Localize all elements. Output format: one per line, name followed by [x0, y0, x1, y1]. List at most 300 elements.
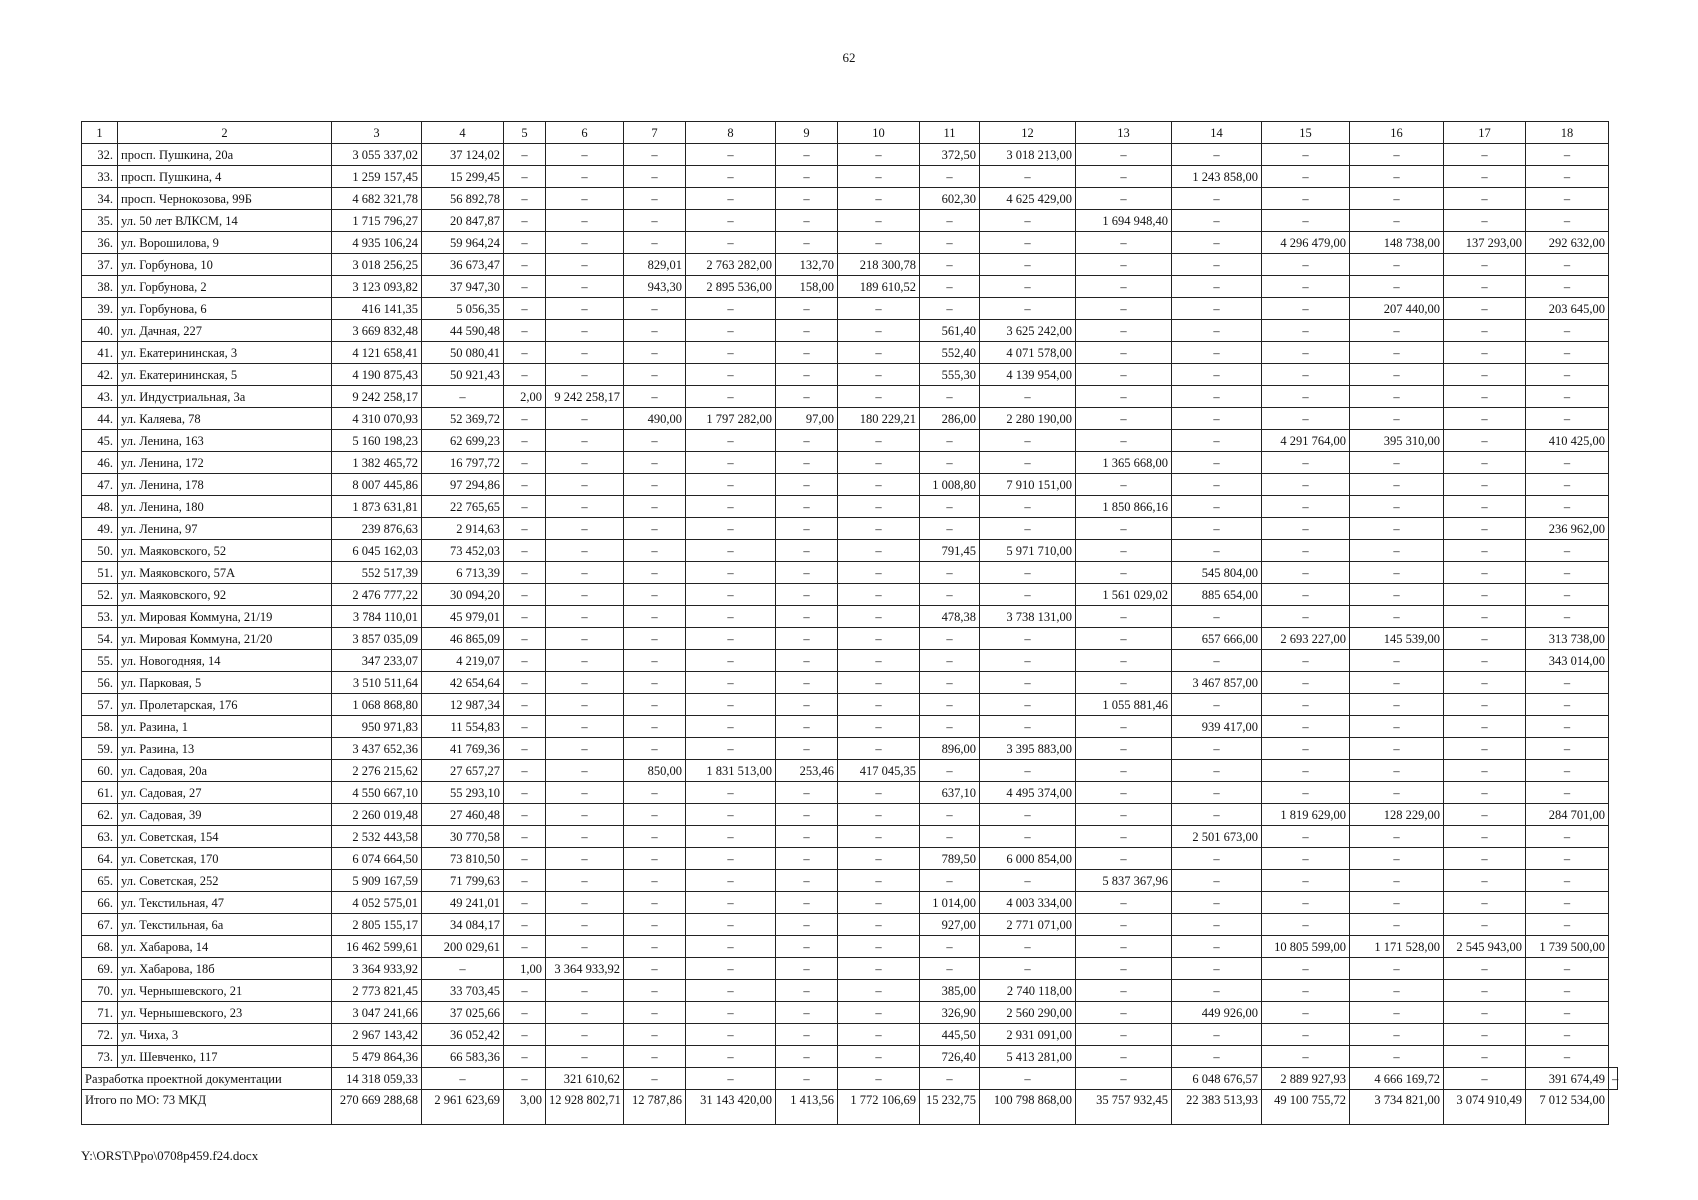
value-cell: –: [776, 584, 838, 606]
value-cell: 6 045 162,03: [332, 540, 422, 562]
value-cell: 2 276 215,62: [332, 760, 422, 782]
table-row: [82, 386, 1618, 408]
value-cell: –: [546, 760, 624, 782]
value-cell: –: [504, 1068, 546, 1090]
table-row: [82, 540, 1618, 562]
value-cell: 555,30: [920, 364, 980, 386]
row-number: 67.: [82, 914, 118, 936]
value-cell: –: [1350, 1046, 1444, 1068]
value-cell: –: [546, 188, 624, 210]
value-cell: –: [624, 738, 686, 760]
row-number: 41.: [82, 342, 118, 364]
value-cell: –: [422, 1068, 504, 1090]
value-cell: 45 979,01: [422, 606, 504, 628]
value-cell: 236 962,00: [1526, 518, 1609, 540]
value-cell: 445,50: [920, 1024, 980, 1046]
value-cell: –: [504, 188, 546, 210]
value-cell: 37 947,30: [422, 276, 504, 298]
value-cell: –: [686, 848, 776, 870]
table-row: [82, 342, 1618, 364]
row-number: 45.: [82, 430, 118, 452]
value-cell: –: [1350, 1024, 1444, 1046]
value-cell: 158,00: [776, 276, 838, 298]
value-cell: –: [920, 496, 980, 518]
address-cell: ул. Горбунова, 10: [118, 254, 332, 276]
value-cell: –: [624, 782, 686, 804]
value-cell: –: [504, 782, 546, 804]
row-number: 65.: [82, 870, 118, 892]
value-cell: 5 056,35: [422, 298, 504, 320]
value-cell: –: [1172, 936, 1262, 958]
value-cell: –: [1172, 276, 1262, 298]
table-row: [82, 914, 1618, 936]
page-number: 62: [842, 50, 856, 65]
row-number: 46.: [82, 452, 118, 474]
value-cell: –: [1444, 1068, 1526, 1090]
value-cell: –: [920, 826, 980, 848]
row-number: 68.: [82, 936, 118, 958]
value-cell: –: [1444, 452, 1526, 474]
value-cell: –: [1526, 254, 1609, 276]
value-cell: –: [1172, 298, 1262, 320]
value-cell: 3 625 242,00: [980, 320, 1076, 342]
value-cell: 372,50: [920, 144, 980, 166]
value-cell: 1 008,80: [920, 474, 980, 496]
value-cell: 44 590,48: [422, 320, 504, 342]
address-cell: ул. Шевченко, 117: [118, 1046, 332, 1068]
header-cell: 5: [504, 122, 546, 144]
value-cell: –: [1076, 980, 1172, 1002]
value-cell: 137 293,00: [1444, 232, 1526, 254]
value-cell: 37 025,66: [422, 1002, 504, 1024]
value-cell: –: [1076, 540, 1172, 562]
value-cell: –: [980, 584, 1076, 606]
value-cell: –: [838, 144, 920, 166]
value-cell: –: [1526, 188, 1609, 210]
value-cell: –: [776, 430, 838, 452]
address-cell: ул. Горбунова, 6: [118, 298, 332, 320]
value-cell: –: [624, 694, 686, 716]
table-row: [82, 298, 1618, 320]
value-cell: –: [1526, 1002, 1609, 1024]
value-cell: –: [546, 650, 624, 672]
value-cell: –: [1526, 980, 1609, 1002]
value-cell: –: [1444, 738, 1526, 760]
value-cell: –: [546, 694, 624, 716]
row-number: 59.: [82, 738, 118, 760]
table-row: [82, 584, 1618, 606]
row-number: 66.: [82, 892, 118, 914]
value-cell: –: [1076, 298, 1172, 320]
value-cell: –: [1526, 738, 1609, 760]
header-cell: 17: [1444, 122, 1526, 144]
value-cell: –: [546, 562, 624, 584]
value-cell: 1 694 948,40: [1076, 210, 1172, 232]
value-cell: –: [1172, 144, 1262, 166]
value-cell: –: [1444, 320, 1526, 342]
value-cell: 148 738,00: [1350, 232, 1444, 254]
value-cell: –: [1076, 1002, 1172, 1024]
address-cell: ул. Екатерининская, 5: [118, 364, 332, 386]
value-cell: 62 699,23: [422, 430, 504, 452]
value-cell: –: [546, 606, 624, 628]
value-cell: –: [920, 232, 980, 254]
value-cell: 218 300,78: [838, 254, 920, 276]
value-cell: 30 770,58: [422, 826, 504, 848]
table-row: [82, 980, 1618, 1002]
value-cell: 2 476 777,22: [332, 584, 422, 606]
value-cell: 1 068 868,80: [332, 694, 422, 716]
table-row: [82, 606, 1618, 628]
address-cell: ул. Екатерининская, 3: [118, 342, 332, 364]
value-cell: –: [838, 1002, 920, 1024]
value-cell: –: [546, 1024, 624, 1046]
value-cell: –: [776, 804, 838, 826]
value-cell: –: [980, 518, 1076, 540]
header-cell: 16: [1350, 122, 1444, 144]
value-cell: –: [776, 1002, 838, 1024]
table-row: [82, 716, 1618, 738]
value-cell: –: [776, 452, 838, 474]
table-row: [82, 804, 1618, 826]
table-row: [82, 188, 1618, 210]
value-cell: –: [686, 166, 776, 188]
value-cell: –: [1350, 342, 1444, 364]
value-cell: –: [1076, 342, 1172, 364]
value-cell: 46 865,09: [422, 628, 504, 650]
row-number: 33.: [82, 166, 118, 188]
value-cell: –: [1262, 562, 1350, 584]
value-cell: –: [1262, 144, 1350, 166]
value-cell: –: [1076, 848, 1172, 870]
value-cell: –: [1444, 298, 1526, 320]
value-cell: –: [776, 650, 838, 672]
value-cell: –: [546, 144, 624, 166]
value-cell: –: [686, 650, 776, 672]
table-row: [82, 232, 1618, 254]
value-cell: –: [920, 430, 980, 452]
value-cell: –: [1444, 958, 1526, 980]
value-cell: –: [1444, 474, 1526, 496]
value-cell: –: [980, 1068, 1076, 1090]
value-cell: –: [1076, 672, 1172, 694]
header-row: [82, 122, 1618, 144]
value-cell: –: [504, 584, 546, 606]
value-cell: –: [1262, 452, 1350, 474]
value-cell: –: [546, 848, 624, 870]
value-cell: –: [1350, 210, 1444, 232]
value-cell: –: [1350, 892, 1444, 914]
table-row: [82, 1046, 1618, 1068]
table-row: [82, 1024, 1618, 1046]
value-cell: –: [838, 188, 920, 210]
value-cell: –: [546, 518, 624, 540]
header-cell: 8: [686, 122, 776, 144]
budget-table: [81, 121, 1618, 1125]
value-cell: –: [776, 144, 838, 166]
value-cell: –: [1350, 562, 1444, 584]
value-cell: 1 797 282,00: [686, 408, 776, 430]
value-cell: 1 171 528,00: [1350, 936, 1444, 958]
value-cell: –: [504, 826, 546, 848]
value-cell: –: [1262, 1024, 1350, 1046]
value-cell: 55 293,10: [422, 782, 504, 804]
value-cell: –: [1076, 892, 1172, 914]
value-cell: –: [1262, 958, 1350, 980]
value-cell: –: [1350, 496, 1444, 518]
value-cell: –: [624, 870, 686, 892]
table-row: [82, 694, 1618, 716]
row-number: 56.: [82, 672, 118, 694]
value-cell: 2 895 536,00: [686, 276, 776, 298]
value-cell: –: [1262, 584, 1350, 606]
value-cell: –: [1172, 804, 1262, 826]
value-cell: 2 914,63: [422, 518, 504, 540]
value-cell: –: [504, 430, 546, 452]
value-cell: –: [1350, 672, 1444, 694]
value-cell: –: [776, 1068, 838, 1090]
address-cell: ул. Каляева, 78: [118, 408, 332, 430]
value-cell: –: [624, 540, 686, 562]
header-cell: 15: [1262, 122, 1350, 144]
value-cell: –: [1172, 540, 1262, 562]
value-cell: –: [1262, 914, 1350, 936]
value-cell: –: [1172, 958, 1262, 980]
address-cell: просп. Пушкина, 4: [118, 166, 332, 188]
value-cell: –: [1350, 452, 1444, 474]
value-cell: –: [624, 496, 686, 518]
value-cell: –: [1526, 408, 1609, 430]
value-cell: –: [1262, 408, 1350, 430]
row-number: 36.: [82, 232, 118, 254]
value-cell: –: [1262, 320, 1350, 342]
value-cell: –: [686, 1068, 776, 1090]
value-cell: –: [1076, 760, 1172, 782]
value-cell: 50 921,43: [422, 364, 504, 386]
value-cell: –: [1526, 364, 1609, 386]
value-cell: 602,30: [920, 188, 980, 210]
table-row: [82, 496, 1618, 518]
value-cell: –: [776, 232, 838, 254]
table-row: [82, 870, 1618, 892]
value-cell: 4 219,07: [422, 650, 504, 672]
value-cell: –: [1262, 1046, 1350, 1068]
value-cell: –: [1262, 210, 1350, 232]
value-cell: –: [1350, 386, 1444, 408]
value-cell: –: [686, 320, 776, 342]
value-cell: –: [1262, 1002, 1350, 1024]
value-cell: –: [1526, 760, 1609, 782]
address-cell: ул. Чернышевского, 23: [118, 1002, 332, 1024]
header-cell: 2: [118, 122, 332, 144]
table-row: [82, 364, 1618, 386]
value-cell: 943,30: [624, 276, 686, 298]
value-cell: –: [624, 1046, 686, 1068]
value-cell: 33 703,45: [422, 980, 504, 1002]
value-cell: –: [686, 672, 776, 694]
row-number: 62.: [82, 804, 118, 826]
value-cell: 829,01: [624, 254, 686, 276]
value-cell: –: [504, 892, 546, 914]
value-cell: –: [624, 606, 686, 628]
value-cell: –: [838, 364, 920, 386]
value-cell: 726,40: [920, 1046, 980, 1068]
value-cell: 16 797,72: [422, 452, 504, 474]
value-cell: –: [504, 628, 546, 650]
value-cell: –: [838, 694, 920, 716]
row-number: 70.: [82, 980, 118, 1002]
value-cell: –: [1262, 474, 1350, 496]
row-number: 38.: [82, 276, 118, 298]
header-cell: 4: [422, 122, 504, 144]
value-cell: –: [838, 826, 920, 848]
value-cell: –: [838, 452, 920, 474]
value-cell: 2 532 443,58: [332, 826, 422, 848]
total-row: [82, 1090, 1618, 1125]
value-cell: –: [546, 980, 624, 1002]
value-cell: –: [1262, 980, 1350, 1002]
value-cell: 15 232,75: [920, 1090, 980, 1125]
value-cell: –: [624, 804, 686, 826]
value-cell: –: [838, 738, 920, 760]
value-cell: –: [1526, 166, 1609, 188]
value-cell: –: [1350, 1002, 1444, 1024]
value-cell: –: [1262, 298, 1350, 320]
value-cell: –: [776, 826, 838, 848]
value-cell: –: [776, 518, 838, 540]
address-cell: ул. Садовая, 20а: [118, 760, 332, 782]
value-cell: –: [980, 694, 1076, 716]
value-cell: –: [1172, 232, 1262, 254]
value-cell: –: [504, 298, 546, 320]
header-cell: 6: [546, 122, 624, 144]
table-row: [82, 650, 1618, 672]
value-cell: –: [1609, 1068, 1618, 1090]
value-cell: –: [1526, 848, 1609, 870]
value-cell: –: [1076, 430, 1172, 452]
value-cell: –: [1444, 518, 1526, 540]
value-cell: 552 517,39: [332, 562, 422, 584]
value-cell: –: [1444, 408, 1526, 430]
value-cell: 49 100 755,72: [1262, 1090, 1350, 1125]
address-cell: просп. Пушкина, 20а: [118, 144, 332, 166]
value-cell: 4 071 578,00: [980, 342, 1076, 364]
value-cell: –: [980, 430, 1076, 452]
value-cell: 2 931 091,00: [980, 1024, 1076, 1046]
address-cell: ул. Индустриальная, 3а: [118, 386, 332, 408]
value-cell: 3 734 821,00: [1350, 1090, 1444, 1125]
value-cell: –: [504, 1002, 546, 1024]
value-cell: –: [1262, 188, 1350, 210]
value-cell: 4 666 169,72: [1350, 1068, 1444, 1090]
value-cell: –: [1076, 1046, 1172, 1068]
value-cell: –: [1444, 562, 1526, 584]
value-cell: –: [1262, 826, 1350, 848]
value-cell: –: [776, 496, 838, 518]
value-cell: 11 554,83: [422, 716, 504, 738]
value-cell: –: [624, 672, 686, 694]
value-cell: 203 645,00: [1526, 298, 1609, 320]
value-cell: 343 014,00: [1526, 650, 1609, 672]
address-cell: ул. Пролетарская, 176: [118, 694, 332, 716]
value-cell: –: [624, 210, 686, 232]
value-cell: 5 909 167,59: [332, 870, 422, 892]
value-cell: –: [838, 540, 920, 562]
value-cell: 284 701,00: [1526, 804, 1609, 826]
value-cell: –: [1262, 386, 1350, 408]
value-cell: –: [1444, 276, 1526, 298]
value-cell: –: [504, 1046, 546, 1068]
value-cell: 637,10: [920, 782, 980, 804]
table-row: [82, 320, 1618, 342]
value-cell: –: [980, 826, 1076, 848]
value-cell: –: [546, 826, 624, 848]
value-cell: –: [624, 1068, 686, 1090]
row-number: 37.: [82, 254, 118, 276]
value-cell: 59 964,24: [422, 232, 504, 254]
value-cell: –: [1444, 254, 1526, 276]
value-cell: 395 310,00: [1350, 430, 1444, 452]
value-cell: –: [776, 606, 838, 628]
value-cell: –: [1172, 848, 1262, 870]
value-cell: –: [1444, 166, 1526, 188]
value-cell: 50 080,41: [422, 342, 504, 364]
value-cell: –: [686, 782, 776, 804]
value-cell: –: [776, 364, 838, 386]
value-cell: –: [838, 782, 920, 804]
value-cell: 410 425,00: [1526, 430, 1609, 452]
value-cell: –: [624, 1024, 686, 1046]
value-cell: –: [504, 804, 546, 826]
value-cell: –: [1350, 606, 1444, 628]
value-cell: 6 000 854,00: [980, 848, 1076, 870]
address-cell: ул. Советская, 252: [118, 870, 332, 892]
value-cell: –: [980, 232, 1076, 254]
table-row: [82, 166, 1618, 188]
value-cell: –: [624, 188, 686, 210]
table-row: [82, 760, 1618, 782]
value-cell: 4 625 429,00: [980, 188, 1076, 210]
value-cell: –: [546, 254, 624, 276]
value-cell: –: [920, 386, 980, 408]
value-cell: –: [980, 760, 1076, 782]
value-cell: –: [776, 672, 838, 694]
value-cell: –: [1172, 408, 1262, 430]
value-cell: –: [1172, 782, 1262, 804]
value-cell: –: [624, 364, 686, 386]
value-cell: –: [920, 650, 980, 672]
value-cell: –: [920, 254, 980, 276]
address-cell: ул. Хабарова, 18б: [118, 958, 332, 980]
value-cell: –: [920, 562, 980, 584]
header-cell: 12: [980, 122, 1076, 144]
value-cell: –: [686, 452, 776, 474]
value-cell: –: [546, 540, 624, 562]
address-cell: ул. Разина, 1: [118, 716, 332, 738]
value-cell: –: [838, 298, 920, 320]
value-cell: –: [838, 232, 920, 254]
value-cell: 5 479 864,36: [332, 1046, 422, 1068]
value-cell: –: [1444, 826, 1526, 848]
value-cell: 1 739 500,00: [1526, 936, 1609, 958]
value-cell: –: [504, 606, 546, 628]
value-cell: –: [776, 320, 838, 342]
value-cell: 326,90: [920, 1002, 980, 1024]
value-cell: 253,46: [776, 760, 838, 782]
value-cell: 449 926,00: [1172, 1002, 1262, 1024]
footer-file-path: Y:\ORST\Ppo\0708p459.f24.docx: [81, 1148, 259, 1163]
value-cell: 42 654,64: [422, 672, 504, 694]
